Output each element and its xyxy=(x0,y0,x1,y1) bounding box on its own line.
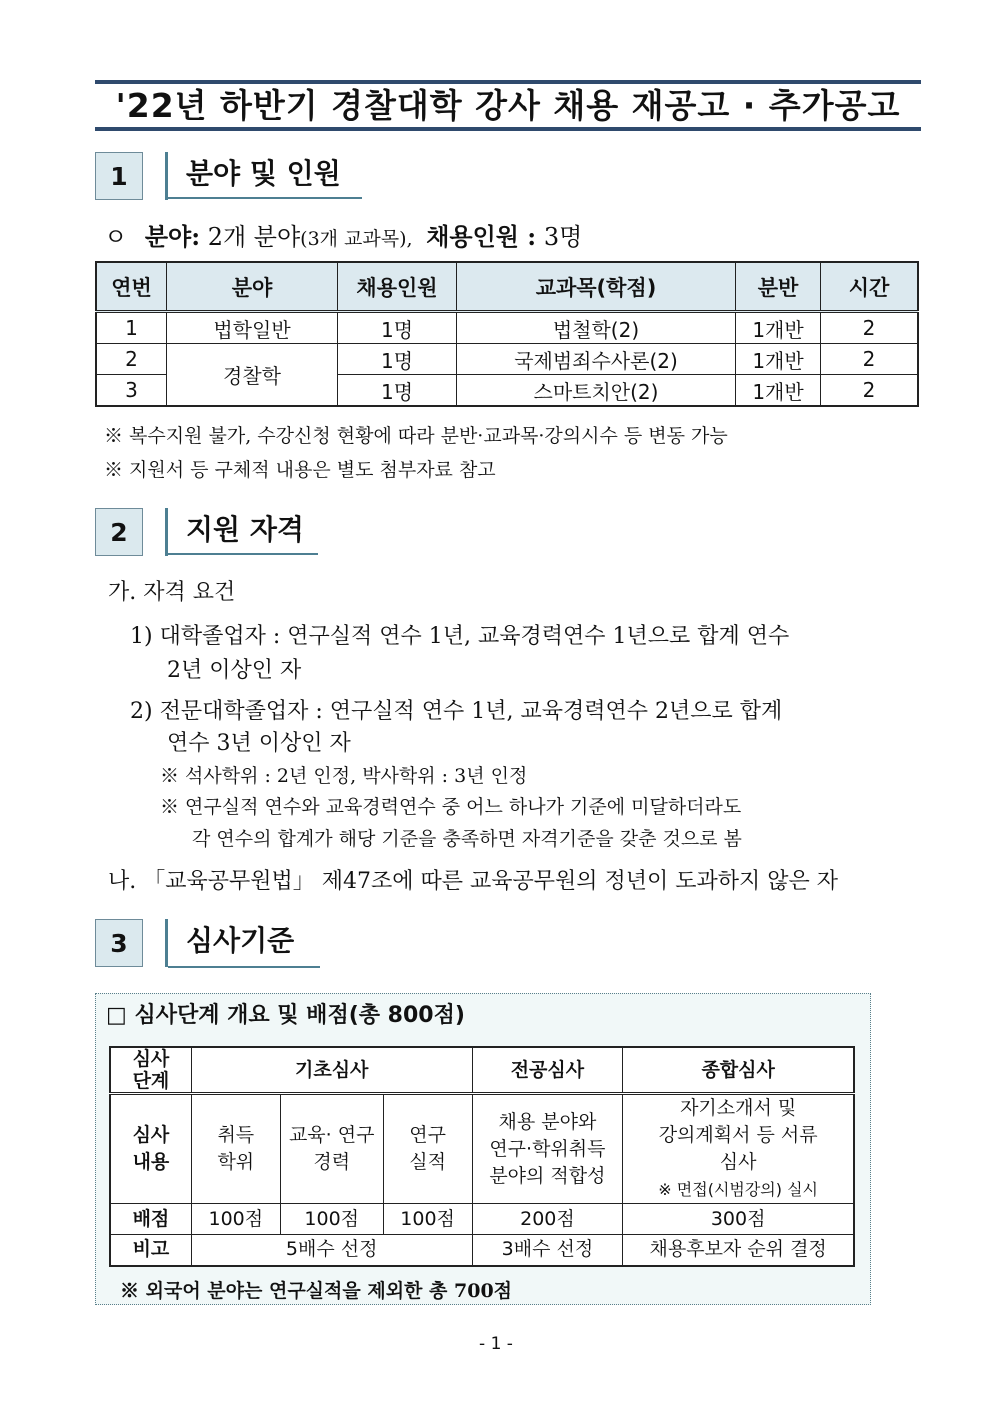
cell: 1개반 xyxy=(736,375,821,407)
req-heading-2: 나. 「교육공무원법」 제47조에 따른 교육공무원의 정년이 도과하지 않은 자 xyxy=(108,869,838,894)
screening-footnote: ※ 외국어 분야는 연구실적을 제외한 총 700점 xyxy=(120,1280,513,1302)
cell: 5배수 선정 xyxy=(191,1235,472,1266)
cell: 국제범죄수사론(2) xyxy=(457,344,736,375)
req-item-2: 2) 전문대학졸업자 : 연구실적 연수 1년, 교육경력연수 2년으로 합계 xyxy=(130,699,783,724)
screening-table xyxy=(109,1046,855,1267)
recruit-summary: ㅇ 분야: 2개 분야(3개 교과목), 채용인원 : 3명 xyxy=(104,222,583,251)
note-1: ※ 복수지원 불가, 수강신청 현황에 따라 분반·교과목·강의시수 등 변동 가능 xyxy=(104,425,728,447)
cell: 2 xyxy=(821,375,919,407)
section-2-number: 2 xyxy=(95,508,143,556)
cell: 경찰학 xyxy=(167,344,338,407)
cell: 채용 분야와 연구·학위취득 분야의 적합성 xyxy=(472,1094,623,1204)
stage-basic: 기초심사 xyxy=(191,1047,472,1094)
content-label: 심사 내용 xyxy=(110,1094,191,1204)
section-3-number: 3 xyxy=(95,919,143,967)
cell: 교육· 연구 경력 xyxy=(280,1094,383,1204)
req-note-1: ※ 석사학위 : 2년 인정, 박사학위 : 3년 인정 xyxy=(160,765,528,787)
col-header: 연번 xyxy=(96,262,167,312)
table-row xyxy=(110,1094,854,1204)
req-note-2-cont: 각 연수의 합계가 해당 기준을 충족하면 자격기준을 갖춘 것으로 봄 xyxy=(192,828,742,850)
section-1-underline xyxy=(168,197,362,199)
section-2-bar xyxy=(165,508,168,556)
section-2-title: 지원 자격 xyxy=(186,513,304,546)
cell: 자기소개서 및 강의계획서 등 서류 심사 ※ 면접(시범강의) 실시 xyxy=(623,1094,854,1204)
section-3-underline xyxy=(168,966,320,968)
cell: 1명 xyxy=(338,344,457,375)
recruit-table xyxy=(95,261,919,407)
cell: 법철학(2) xyxy=(457,312,736,344)
section-1-title: 분야 및 인원 xyxy=(186,157,341,190)
req-item-1-cont: 2년 이상인 자 xyxy=(167,658,302,683)
cell: 100점 xyxy=(383,1204,472,1235)
col-header: 분반 xyxy=(736,262,821,312)
req-note-2: ※ 연구실적 연수와 교육경력연수 중 어느 하나가 기준에 미달하더라도 xyxy=(160,796,742,818)
cell: 100점 xyxy=(191,1204,280,1235)
cell: 1개반 xyxy=(736,344,821,375)
table-row xyxy=(96,344,918,375)
stage-label: 심사 단계 xyxy=(110,1047,191,1094)
cell: 스마트치안(2) xyxy=(457,375,736,407)
cell: 법학일반 xyxy=(167,312,338,344)
cell: 100점 xyxy=(280,1204,383,1235)
cell: 1개반 xyxy=(736,312,821,344)
section-1-number: 1 xyxy=(95,152,143,200)
table-row xyxy=(110,1204,854,1235)
cell: 2 xyxy=(821,312,919,344)
table-row xyxy=(96,312,918,344)
stage-total: 종합심사 xyxy=(623,1047,854,1094)
section-2-underline xyxy=(168,553,318,555)
score-label: 배점 xyxy=(110,1204,191,1235)
table-row xyxy=(110,1047,854,1094)
cell: 3 xyxy=(96,375,167,407)
table-row xyxy=(110,1235,854,1266)
req-item-1: 1) 대학졸업자 : 연구실적 연수 1년, 교육경력연수 1년으로 합계 연수 xyxy=(130,624,790,649)
cell: 취득 학위 xyxy=(191,1094,280,1204)
page-title: '22년 하반기 경찰대학 강사 채용 재공고 · 추가공고 xyxy=(115,86,901,125)
req-heading: 가. 자격 요건 xyxy=(108,580,236,605)
section-3-title: 심사기준 xyxy=(186,924,295,957)
cell: 1 xyxy=(96,312,167,344)
cell: 2 xyxy=(96,344,167,375)
stage-major: 전공심사 xyxy=(472,1047,623,1094)
cell: 1명 xyxy=(338,375,457,407)
cell: 1명 xyxy=(338,312,457,344)
section-3-bar xyxy=(165,919,168,967)
col-header: 채용인원 xyxy=(338,262,457,312)
cell: 채용후보자 순위 결정 xyxy=(623,1235,854,1266)
cell: 300점 xyxy=(623,1204,854,1235)
col-header: 분야 xyxy=(167,262,338,312)
note-2: ※ 지원서 등 구체적 내용은 별도 첨부자료 참고 xyxy=(104,459,496,481)
title-rule-bottom xyxy=(95,127,921,131)
req-item-2-cont: 연수 3년 이상인 자 xyxy=(167,731,351,756)
col-header: 교과목(학점) xyxy=(457,262,736,312)
remark-label: 비고 xyxy=(110,1235,191,1266)
page-number: - 1 - xyxy=(479,1334,513,1354)
cell: 200점 xyxy=(472,1204,623,1235)
cell: 2 xyxy=(821,344,919,375)
cell: 3배수 선정 xyxy=(472,1235,623,1266)
col-header: 시간 xyxy=(821,262,919,312)
section-1-bar xyxy=(165,152,168,200)
screening-title: □ 심사단계 개요 및 배점(총 800점) xyxy=(106,1003,465,1028)
cell: 연구 실적 xyxy=(383,1094,472,1204)
